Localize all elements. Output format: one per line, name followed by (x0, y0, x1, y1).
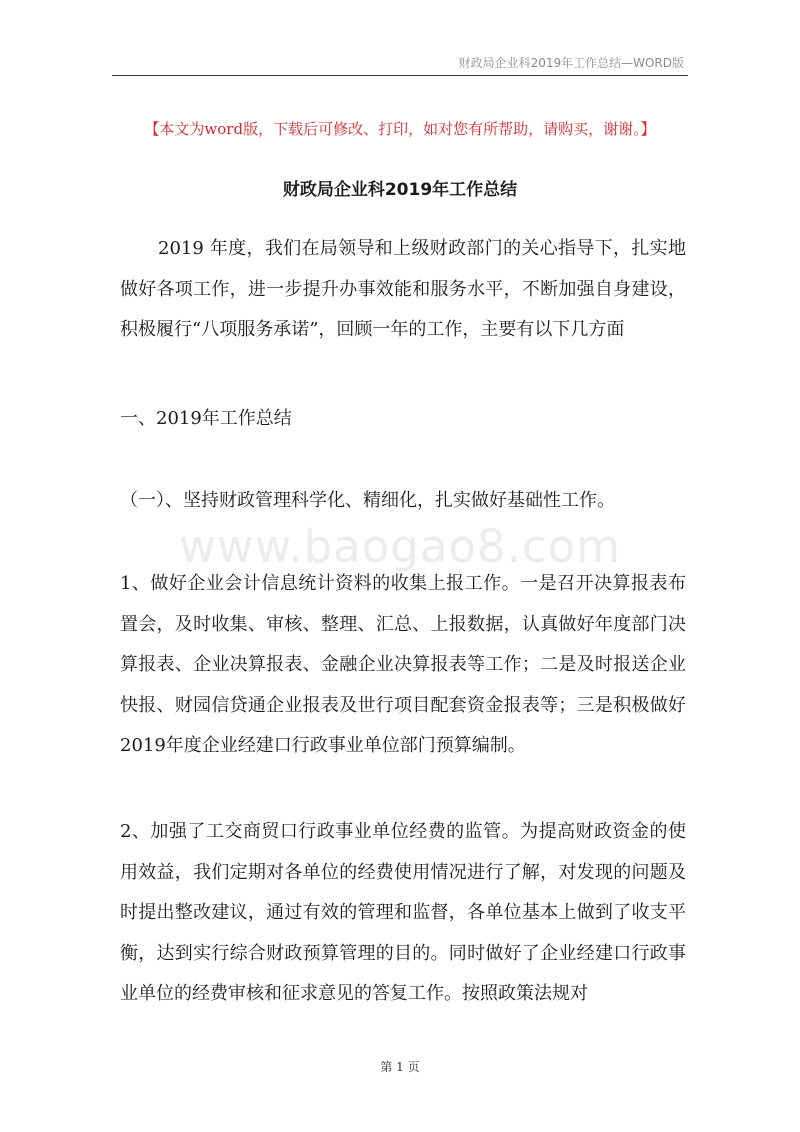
watermark: www.baogao8.com (179, 520, 621, 573)
page-number: 第 1 页 (380, 1060, 420, 1074)
paragraph-item-1: 1、做好企业会计信息统计资料的收集上报工作。一是召开决算报表布置会，及时收集、审核、整理、汇总、上报数据，认真做好年度部门决算报表、企业决算报表、金融企业决算报表等工作；二是及时报送企业快报、财园信贷通企业报表及世行项目配套资金报表等；三是积极做好2019年度企业经建口行政事业单位部门预算编制。 (120, 573, 686, 756)
page-header: 财政局企业科2019年工作总结—WORD版 (458, 56, 684, 70)
header-divider (112, 75, 688, 76)
intro-paragraph: 2019 年度，我们在局领导和上级财政部门的关心指导下，扎实地做好各项工作，进一步提升办事效能和服务水平，不断加强自身建设，积极履行“八项服务承诺”，回顾一年的工作，主要有以下几方面 (120, 238, 686, 340)
document-title: 财政局企业科2019年工作总结 (282, 180, 518, 200)
section-heading: 一、2019年工作总结 (120, 408, 292, 429)
purchase-notice: 【本文为word版，下载后可修改、打印，如对您有所帮助，请购买，谢谢。】 (144, 120, 656, 138)
subsection-heading: （一）、坚持财政管理科学化、精细化，扎实做好基础性工作。 (120, 490, 615, 511)
paragraph-item-2: 2、加强了工交商贸口行政事业单位经费的监管。为提高财政资金的使用效益，我们定期对各单位的经费使用情况进行了解，对发现的问题及时提出整改建议，通过有效的管理和监督，各单位基本上做到了收支平衡，达到实行综合财政预算管理的目的。同时做好了企业经建口行政事业单位的经费审核和征求意见的答复工作。按照政策法规对 (120, 821, 686, 1004)
